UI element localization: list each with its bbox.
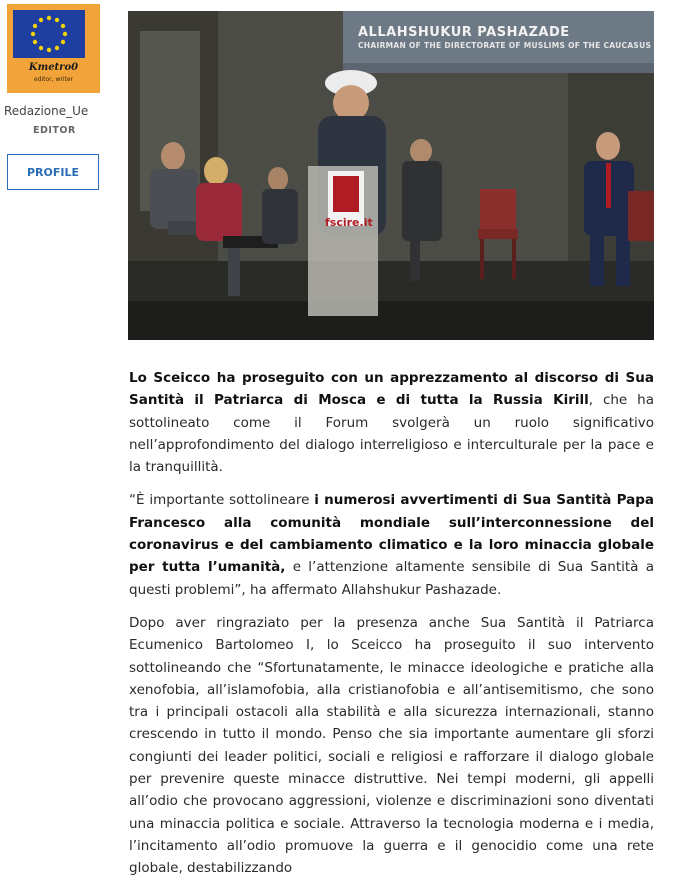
paragraph-1-text: , che ha sottolineato come il Forum svolgerà un ruolo significativo nell’approfondimento del dialogo interreligioso e interculturale per la pace e la tranquillità.: [129, 392, 654, 476]
paragraph-2-start: “È importante sottolineare: [129, 492, 315, 509]
paragraph-1: [129, 367, 654, 478]
paragraph-2-text: e l’attenzione altamente sensibile di Sua Santità a questi problemi”, ha affermato Allahshukur Pashazade.: [129, 559, 654, 598]
avatar-brand: Kmetro0: [28, 62, 79, 73]
paragraph-1-bold: Lo Sceicco ha proseguito con un apprezzamento al discorso di Sua Santità il Patriarca di Mosca e di tutta la Russia Kirill: [129, 370, 654, 409]
eu-flag-icon: [13, 10, 85, 58]
profile-button[interactable]: PROFILE: [7, 154, 99, 190]
banner-subtitle: CHAIRMAN OF THE DIRECTORATE OF MUSLIMS OF THE CAUCASUS: [358, 41, 652, 50]
paragraph-3: Dopo aver ringraziato per la presenza anche Sua Santità il Patriarca Ecumenico Bartolomeo I, lo Sceicco ha proseguito il suo intervento sottolineando che “Sfortunatamente, le minacce ideologiche e pratiche alla xenofobia, all’islamofobia, alla cristianofobia e all’antisemitismo, che sono tra i principali ostacoli alla stabilità e alla sicurezza internazionali, stanno crescendo in tutto il mondo. Penso che sia importante aumentare gli sforzi congiunti dei leader politici, sociali e religiosi e rafforzare il dialogo globale per prevenire queste minacce distruttive. Nei tempi moderni, gli appelli all’odio che provocano aggressioni, violenze e discriminazioni sono diventati una minaccia politica e sociale. Attraverso la tecnologia moderna e i media, l’incitamento all’odio promuove la guerra e il genocidio come una rete globale, destabilizzando: [129, 614, 654, 877]
paragraph-2: [129, 489, 654, 600]
paragraph-2-bold: i numerosi avvertimenti di Sua Santità Papa Francesco alla comunità mondiale sull’interconnessione del coronavirus e del cambiamento climatico e la loro minaccia globale per tutta l’umanità,: [129, 492, 654, 576]
avatar-subtitle: editor, writer: [33, 76, 74, 83]
banner-title: ALLAHSHUKUR PASHAZADE: [358, 25, 570, 40]
avatar[interactable]: [7, 4, 100, 93]
author-name[interactable]: Redazione_Ue: [4, 104, 89, 118]
article-photo: [128, 11, 654, 340]
podium-label: fscire.it: [325, 216, 373, 229]
author-role: EDITOR: [33, 125, 76, 136]
article-body: [129, 367, 654, 891]
conference-scene-illustration: [128, 11, 654, 340]
